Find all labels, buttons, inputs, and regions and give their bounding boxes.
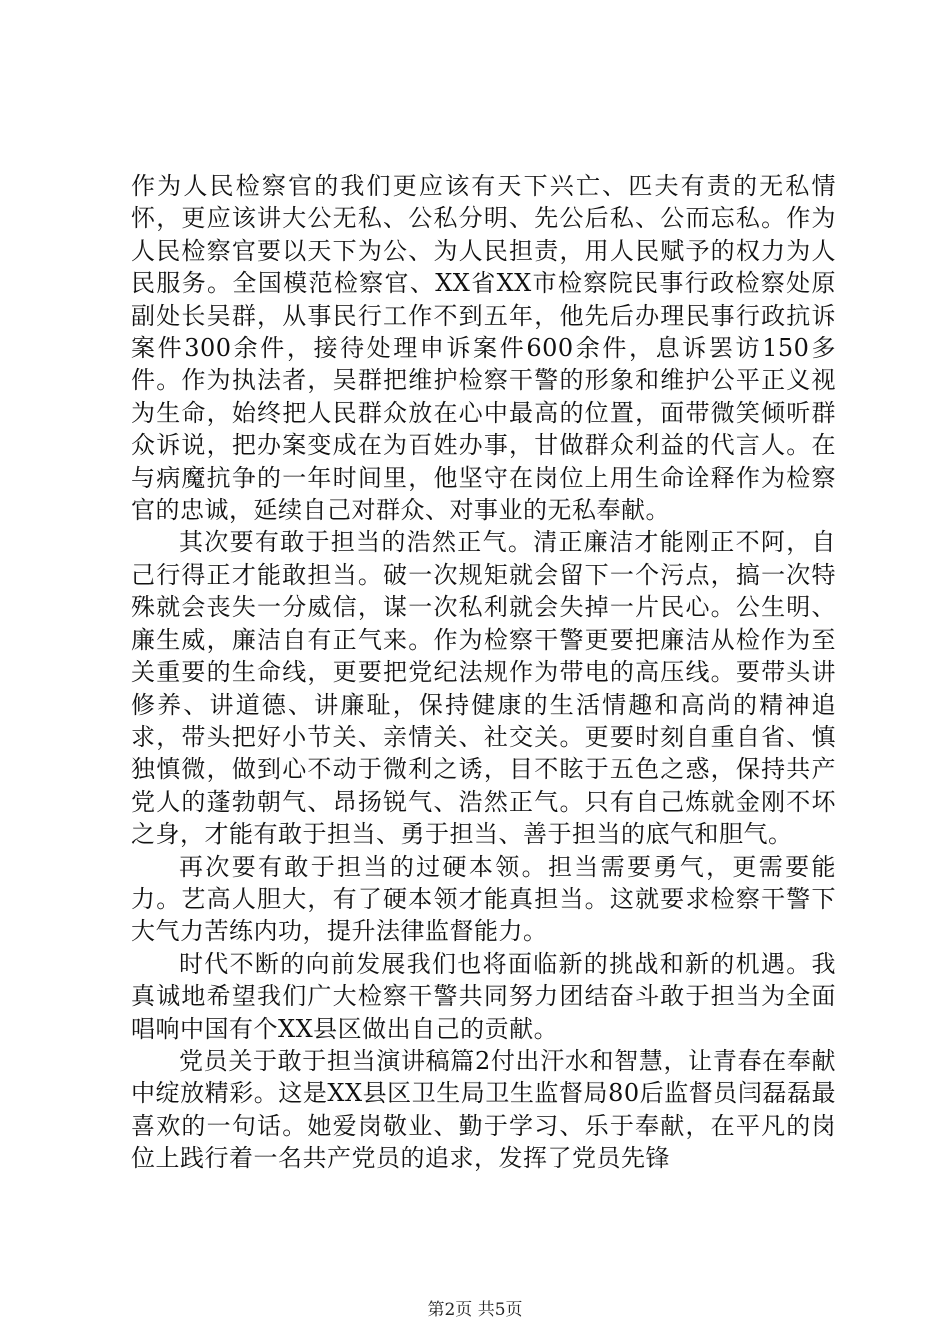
document-body: [131, 170, 836, 1175]
page-footer: [0, 1299, 950, 1321]
paragraph-2: 其次要有敢于担当的浩然正气。清正廉洁才能刚正不阿，自己行得正才能敢担当。破一次规矩就会留下一个污点，搞一次特殊就会丧失一分威信，谋一次私利就会失掉一片民心。公生明、廉生威，廉洁自有正气来。作为检察干警更要把廉洁从检作为至关重要的生命线，更要把党纪法规作为带电的高压线。要带头讲修养、讲道德、讲廉耻，保持健康的生活情趣和高尚的精神追求，带头把好小节关、亲情关、社交关。更要时刻自重自省、慎独慎微，做到心不动于微利之诱，目不眩于五色之惑，保持共产党人的蓬勃朝气、昂扬锐气、浩然正气。只有自己炼就金刚不坏之身，才能有敢于担当、勇于担当、善于担当的底气和胆气。: [131, 528, 836, 849]
paragraph-4: 时代不断的向前发展我们也将面临新的挑战和新的机遇。我真诚地希望我们广大检察干警共同努力团结奋斗敢于担当为全面唱响中国有个XX县区做出自己的贡献。: [131, 949, 836, 1043]
paragraph-1: 作为人民检察官的我们更应该有天下兴亡、匹夫有责的无私情怀，更应该讲大公无私、公私分明、先公后私、公而忘私。作为人民检察官要以天下为公、为人民担责，用人民赋予的权力为人民服务。全国模范检察官、XX省XX市检察院民事行政检察处原副处长吴群，从事民行工作不到五年，他先后办理民事行政抗诉案件300余件，接待处理申诉案件600余件，息诉罢访150多件。作为执法者，吴群把维护检察干警的形象和维护公平正义视为生命，始终把人民群众放在心中最高的位置，面带微笑倾听群众诉说，把办案变成在为百姓办事，甘做群众利益的代言人。在与病魔抗争的一年时间里，他坚守在岗位上用生命诠释作为检察官的忠诚，延续自己对群众、对事业的无私奉献。: [131, 172, 836, 525]
paragraph-3: 再次要有敢于担当的过硬本领。担当需要勇气，更需要能力。艺高人胆大，有了硬本领才能真担当。这就要求检察干警下大气力苦练内功，提升法律监督能力。: [131, 852, 836, 946]
paragraph-5: 党员关于敢于担当演讲稿篇2付出汗水和智慧，让青春在奉献中绽放精彩。这是XX县区卫生局卫生监督局80后监督员闫磊磊最喜欢的一句话。她爱岗敬业、勤于学习、乐于奉献，在平凡的岗位上践行着一名共产党员的追求，发挥了党员先锋: [131, 1046, 836, 1173]
page-number-label: 第2页 共5页: [427, 1300, 523, 1320]
